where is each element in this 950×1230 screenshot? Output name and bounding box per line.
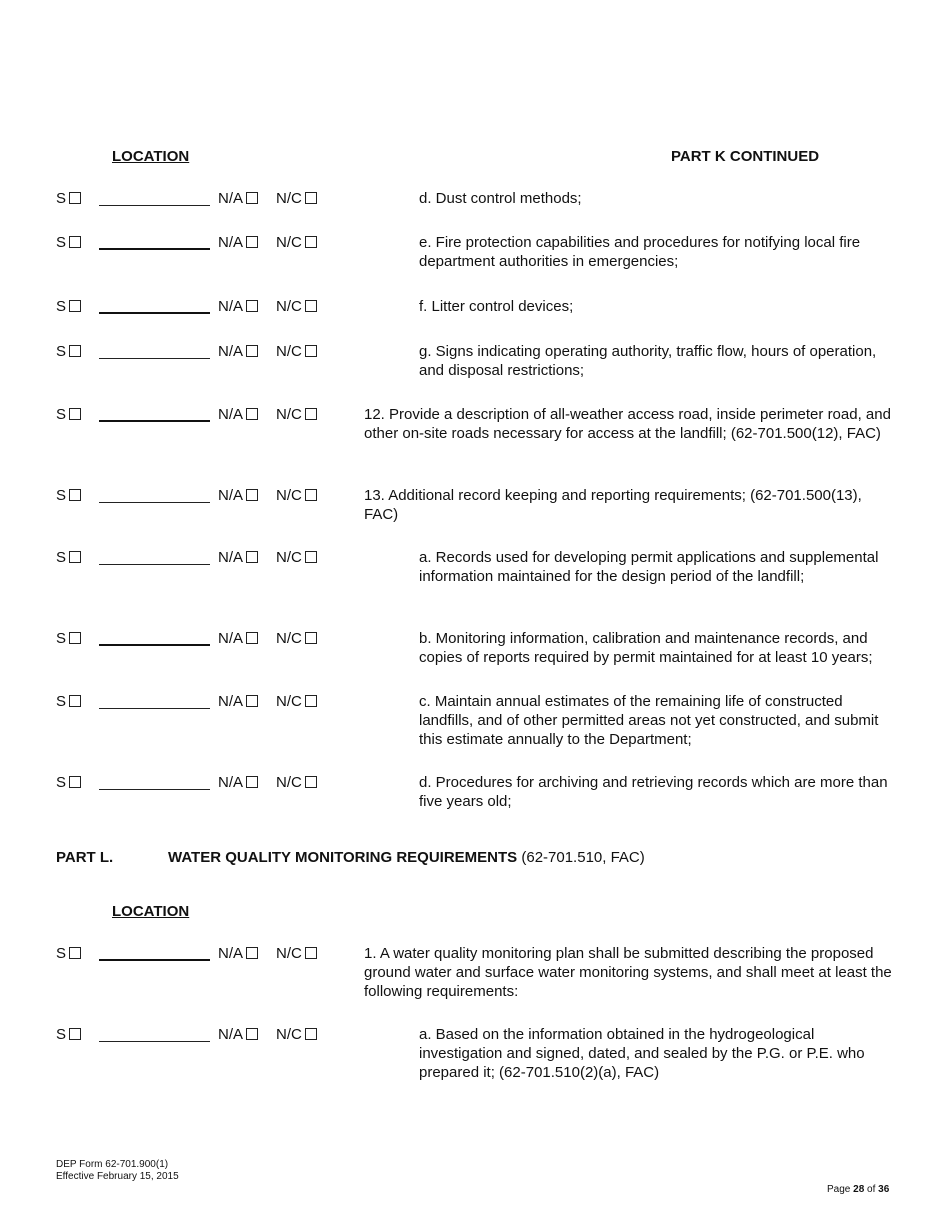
s-checkbox[interactable]: [69, 236, 81, 248]
na-option: [218, 692, 258, 711]
requirement-text: [419, 1025, 899, 1082]
s-checkbox[interactable]: [69, 776, 81, 788]
na-option: [218, 189, 258, 208]
nc-checkbox[interactable]: [305, 551, 317, 563]
s-checkbox[interactable]: [69, 408, 81, 420]
location-blank-field[interactable]: [99, 248, 210, 250]
location-blank-field[interactable]: [99, 1041, 210, 1042]
nc-label: N/C: [276, 406, 302, 423]
na-checkbox[interactable]: [246, 489, 258, 501]
s-option: [56, 189, 81, 208]
s-label: S: [56, 549, 67, 566]
s-checkbox[interactable]: [69, 300, 81, 312]
na-label: N/A: [218, 1026, 244, 1043]
na-checkbox[interactable]: [246, 408, 258, 420]
form-footer: [56, 1159, 179, 1183]
requirement-text-content: b. Monitoring information, calibration and maintenance records, and copies of reports required by permit maintained for at least 10 years;: [419, 630, 873, 666]
nc-checkbox[interactable]: [305, 300, 317, 312]
location-blank-field[interactable]: [99, 358, 210, 359]
page-prefix: Page: [827, 1184, 851, 1195]
nc-option: [276, 342, 317, 361]
location-blank-field[interactable]: [99, 205, 210, 206]
part-k-continued-heading: PART K CONTINUED: [671, 148, 820, 165]
nc-option: [276, 1025, 317, 1044]
s-option: [56, 629, 81, 648]
na-checkbox[interactable]: [246, 695, 258, 707]
s-label: S: [56, 190, 67, 207]
na-option: [218, 297, 258, 316]
s-label: S: [56, 234, 67, 251]
location-blank-field[interactable]: [99, 502, 210, 503]
na-option: [218, 405, 258, 424]
part-l-title-line: [168, 849, 645, 866]
s-label: S: [56, 693, 67, 710]
s-option: [56, 233, 81, 252]
na-checkbox[interactable]: [246, 551, 258, 563]
requirement-text: [419, 297, 899, 316]
s-checkbox[interactable]: [69, 632, 81, 644]
nc-checkbox[interactable]: [305, 947, 317, 959]
nc-label: N/C: [276, 549, 302, 566]
s-checkbox[interactable]: [69, 192, 81, 204]
requirement-text: [419, 773, 899, 811]
s-checkbox[interactable]: [69, 345, 81, 357]
nc-option: [276, 405, 317, 424]
location-blank-field[interactable]: [99, 959, 210, 961]
requirement-text-content: a. Based on the information obtained in the hydrogeological investigation and signed, dated, and sealed by the P.G. or P.E. who prepared it; (62-701.510(2)(a), FAC): [419, 1026, 865, 1081]
nc-checkbox[interactable]: [305, 236, 317, 248]
s-label: S: [56, 774, 67, 791]
requirement-text-content: d. Dust control methods;: [419, 190, 582, 207]
part-l-location-heading: LOCATION: [112, 903, 190, 920]
location-blank-field[interactable]: [99, 708, 210, 709]
s-label: S: [56, 630, 67, 647]
nc-label: N/C: [276, 298, 302, 315]
location-blank-field[interactable]: [99, 420, 210, 422]
requirement-text: [419, 233, 899, 271]
requirement-text-content: e. Fire protection capabilities and procedures for notifying local fire department authorities in emergencies;: [419, 234, 861, 270]
nc-option: [276, 548, 317, 567]
requirement-text-content: 12. Provide a description of all-weather access road, inside perimeter road, and other on-site roads necessary for access at the landfill; (62-701.500(12), FAC): [364, 406, 891, 442]
nc-checkbox[interactable]: [305, 489, 317, 501]
na-checkbox[interactable]: [246, 345, 258, 357]
requirement-text: [419, 189, 899, 208]
requirement-text-content: 1. A water quality monitoring plan shall be submitted describing the proposed ground water and surface water monitoring systems, and shall meet at least the following requirements:: [364, 945, 892, 1000]
requirement-text-content: c. Maintain annual estimates of the remaining life of constructed landfills, and of other permitted areas not yet constructed, and submit this estimate annually to the Department;: [419, 693, 879, 748]
na-checkbox[interactable]: [246, 236, 258, 248]
nc-checkbox[interactable]: [305, 632, 317, 644]
page-number: [827, 1184, 889, 1195]
s-label: S: [56, 343, 67, 360]
nc-checkbox[interactable]: [305, 192, 317, 204]
na-checkbox[interactable]: [246, 192, 258, 204]
s-checkbox[interactable]: [69, 1028, 81, 1040]
requirement-text: [364, 405, 899, 443]
na-label: N/A: [218, 406, 244, 423]
nc-checkbox[interactable]: [305, 776, 317, 788]
requirement-text: [419, 342, 899, 380]
requirement-text-content: d. Procedures for archiving and retrieving records which are more than five years old;: [419, 774, 888, 810]
requirement-text: [364, 944, 899, 1001]
nc-option: [276, 692, 317, 711]
requirement-text: [419, 692, 899, 749]
nc-option: [276, 629, 317, 648]
requirement-text: [419, 548, 899, 586]
location-blank-field[interactable]: [99, 789, 210, 790]
nc-option: [276, 297, 317, 316]
nc-checkbox[interactable]: [305, 408, 317, 420]
location-heading: LOCATION: [112, 148, 190, 165]
requirement-text: [364, 486, 899, 524]
part-l-heading: [56, 849, 113, 866]
nc-option: [276, 944, 317, 963]
s-option: [56, 486, 81, 505]
nc-checkbox[interactable]: [305, 345, 317, 357]
na-label: N/A: [218, 693, 244, 710]
na-label: N/A: [218, 343, 244, 360]
nc-option: [276, 233, 317, 252]
na-label: N/A: [218, 630, 244, 647]
nc-label: N/C: [276, 487, 302, 504]
na-option: [218, 342, 258, 361]
na-option: [218, 944, 258, 963]
s-label: S: [56, 1026, 67, 1043]
na-checkbox[interactable]: [246, 632, 258, 644]
na-label: N/A: [218, 774, 244, 791]
na-option: [218, 486, 258, 505]
location-blank-field[interactable]: [99, 644, 210, 646]
na-label: N/A: [218, 549, 244, 566]
s-option: [56, 405, 81, 424]
na-option: [218, 773, 258, 792]
s-label: S: [56, 945, 67, 962]
na-label: N/A: [218, 487, 244, 504]
na-option: [218, 233, 258, 252]
s-option: [56, 297, 81, 316]
s-option: [56, 773, 81, 792]
form-id: DEP Form 62-701.900(1): [56, 1159, 169, 1170]
nc-label: N/C: [276, 190, 302, 207]
location-blank-field[interactable]: [99, 564, 210, 565]
s-label: S: [56, 298, 67, 315]
requirement-text-content: f. Litter control devices;: [419, 298, 574, 315]
part-l-label: PART L.: [56, 849, 114, 866]
na-label: N/A: [218, 298, 244, 315]
location-blank-field[interactable]: [99, 312, 210, 314]
requirement-text-content: 13. Additional record keeping and reporting requirements; (62-701.500(13), FAC): [364, 487, 862, 523]
na-label: N/A: [218, 234, 244, 251]
page-total: 36: [878, 1184, 890, 1195]
nc-label: N/C: [276, 343, 302, 360]
na-option: [218, 548, 258, 567]
requirement-text-content: g. Signs indicating operating authority, traffic flow, hours of operation, and disposal restrictions;: [419, 343, 877, 379]
nc-label: N/C: [276, 774, 302, 791]
na-option: [218, 629, 258, 648]
s-option: [56, 548, 81, 567]
nc-label: N/C: [276, 630, 302, 647]
nc-option: [276, 189, 317, 208]
s-label: S: [56, 487, 67, 504]
nc-checkbox[interactable]: [305, 1028, 317, 1040]
s-label: S: [56, 406, 67, 423]
nc-label: N/C: [276, 234, 302, 251]
part-l-title: WATER QUALITY MONITORING REQUIREMENTS: [168, 849, 518, 866]
na-checkbox[interactable]: [246, 300, 258, 312]
s-option: [56, 692, 81, 711]
na-option: [218, 1025, 258, 1044]
s-option: [56, 944, 81, 963]
page-current: 28: [853, 1184, 865, 1195]
s-checkbox[interactable]: [69, 947, 81, 959]
s-checkbox[interactable]: [69, 551, 81, 563]
na-checkbox[interactable]: [246, 947, 258, 959]
requirement-text: [419, 629, 899, 667]
nc-option: [276, 773, 317, 792]
na-label: N/A: [218, 190, 244, 207]
requirement-text-content: a. Records used for developing permit applications and supplemental information maintained for the design period of the landfill;: [419, 549, 879, 585]
s-option: [56, 1025, 81, 1044]
na-checkbox[interactable]: [246, 1028, 258, 1040]
nc-label: N/C: [276, 693, 302, 710]
nc-label: N/C: [276, 1026, 302, 1043]
s-checkbox[interactable]: [69, 489, 81, 501]
s-checkbox[interactable]: [69, 695, 81, 707]
nc-option: [276, 486, 317, 505]
effective-date: Effective February 15, 2015: [56, 1171, 179, 1182]
s-option: [56, 342, 81, 361]
na-label: N/A: [218, 945, 244, 962]
na-checkbox[interactable]: [246, 776, 258, 788]
part-l-citation: (62-701.510, FAC): [521, 849, 645, 866]
page-of: of: [867, 1184, 876, 1195]
nc-label: N/C: [276, 945, 302, 962]
nc-checkbox[interactable]: [305, 695, 317, 707]
